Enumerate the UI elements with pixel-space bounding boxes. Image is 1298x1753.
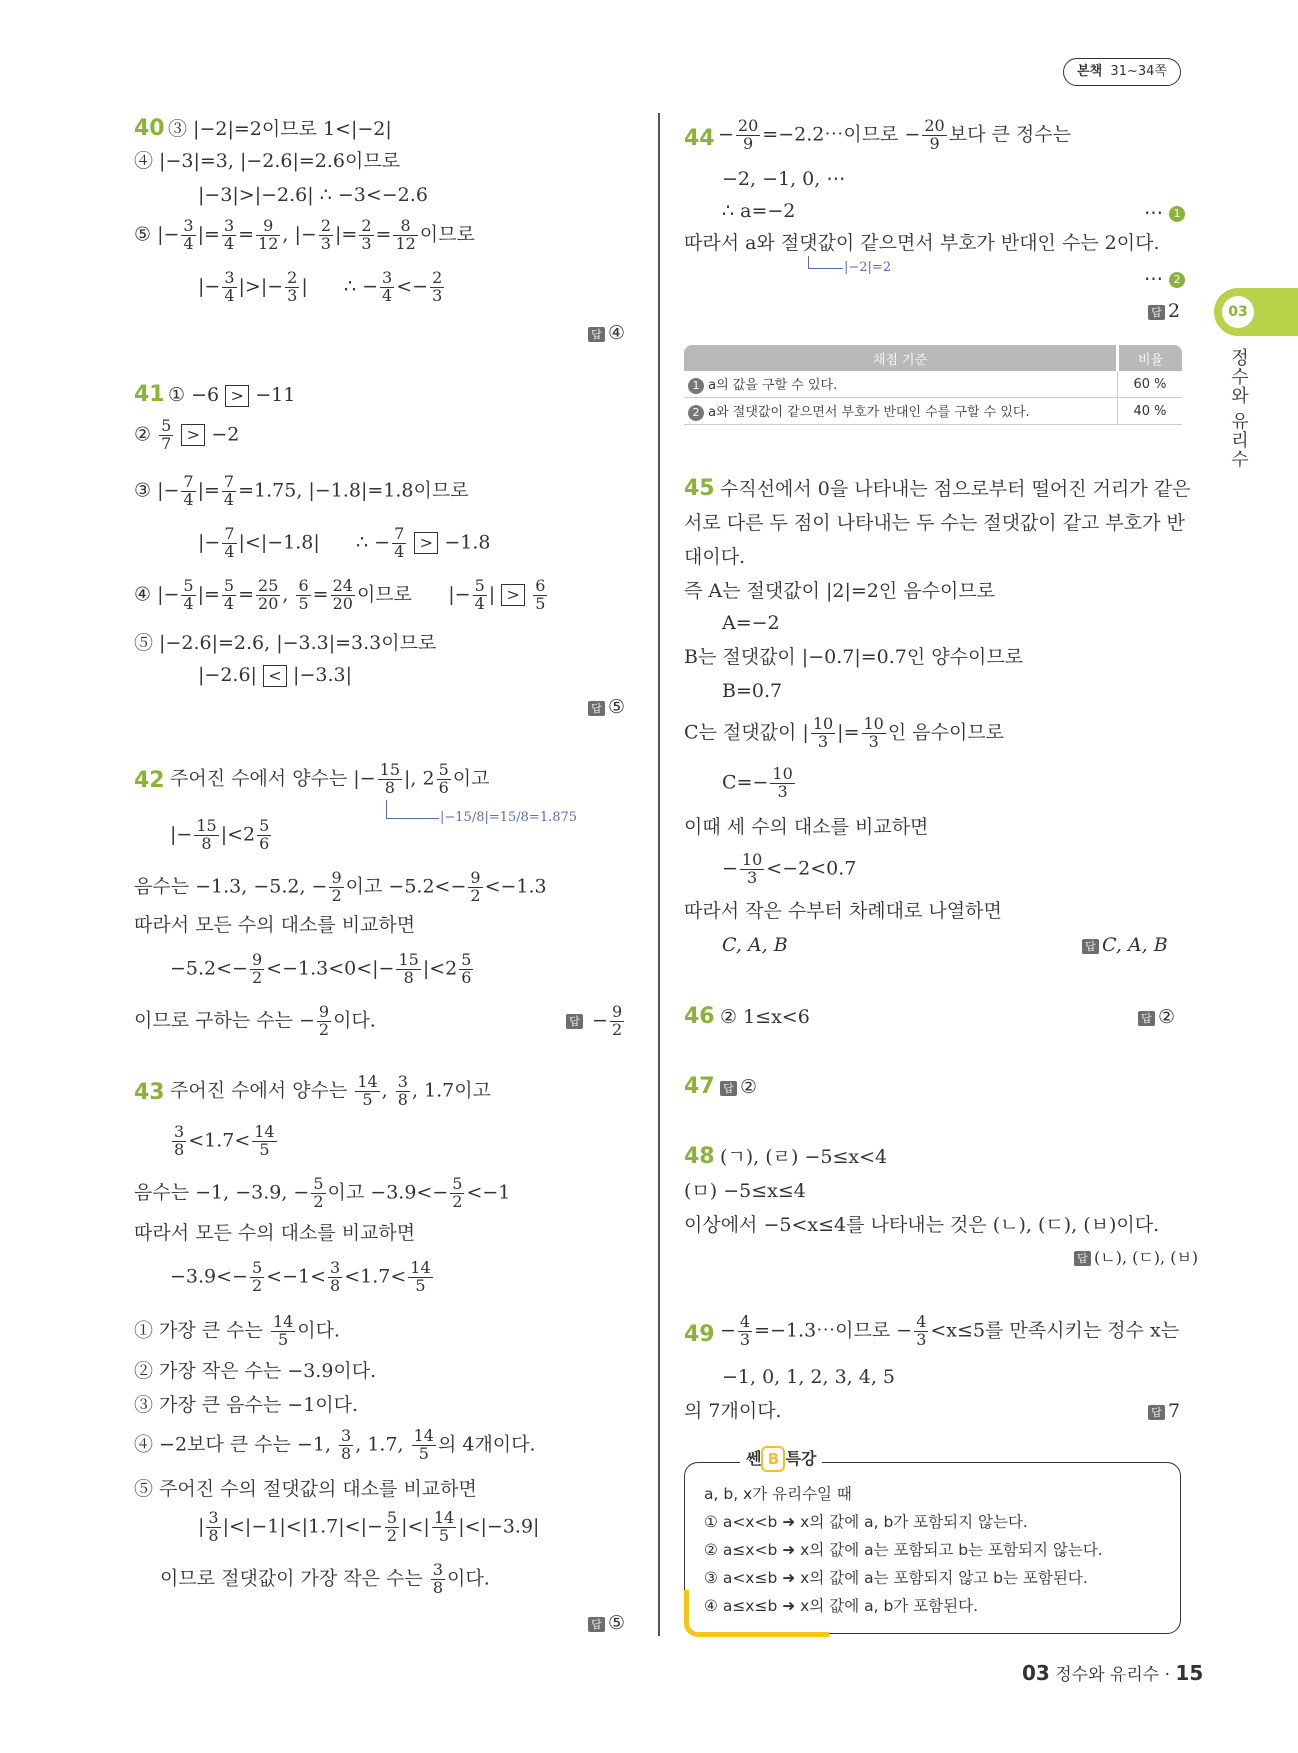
p45-line12: 따라서 작은 수부터 차례대로 나열하면 xyxy=(684,900,1002,922)
p43-line1: 주어진 수에서 양수는 $\frac{14}{5}$ , $\frac{3}{8}$ , 1.7이고 xyxy=(170,1072,491,1109)
page-range: 31~34쪽 xyxy=(1110,64,1167,79)
answer-mark: 답 xyxy=(1082,939,1099,954)
p41-box-3: > xyxy=(414,532,438,554)
footer-title: 정수와 유리수 xyxy=(1055,1665,1160,1685)
p43-item3: ③ 가장 큰 음수는 −1이다. xyxy=(134,1394,359,1416)
p48-line3: 이상에서 −5<x≤4를 나타내는 것은 (ㄴ), (ㄷ), (ㅂ)이다. xyxy=(684,1214,1160,1236)
page-footer: 03 정수와 유리수 · 15 xyxy=(1022,1661,1204,1685)
chapter-side-title: 정수와 유리수 xyxy=(1228,348,1249,469)
special-tip-line1: ① a<x<b ➜ x의 값에 a, b가 포함되지 않는다. xyxy=(704,1513,1028,1531)
grading-row xyxy=(684,398,1182,425)
p41-line2: ② $\frac{5}{7}$ > −2 xyxy=(134,416,240,453)
p43-item4-a: ④ −2보다 큰 수는 −1, xyxy=(134,1433,331,1456)
grading-step-icon: 1 xyxy=(688,378,704,394)
p41-line1 xyxy=(168,384,295,407)
special-tip-line0: a, b, x가 유리수일 때 xyxy=(704,1485,852,1503)
p45-line5: A=−2 xyxy=(722,612,780,634)
p40-item5: ⑤ xyxy=(134,223,152,246)
p43-item5: ⑤ 주어진 수의 절댓값의 대소를 비교하면 xyxy=(134,1478,477,1500)
p40-answer xyxy=(588,322,625,345)
p45-line7: B=0.7 xyxy=(722,680,783,702)
p47-answer xyxy=(720,1076,757,1099)
problem-number-46: 46 xyxy=(684,1004,715,1029)
p44-line3: ∴ a=−2 xyxy=(722,200,796,222)
answer-mark: 답 xyxy=(720,1081,737,1096)
p42-line1-a: 주어진 수에서 양수는 xyxy=(170,767,348,790)
grading-criterion xyxy=(684,398,1118,425)
p48-line1: (ㄱ), (ㄹ) −5≤x<4 xyxy=(720,1146,888,1168)
p43-item4-b: 의 4개이다. xyxy=(437,1433,536,1456)
grading-criterion xyxy=(684,371,1118,398)
p40-line4: ⑤ |− $\frac{3}{4}$ |= $\frac{3}{4}$ = $\frac{9}{12}$ , |− $\frac{2}{3}$ |= $\frac{2}{3}$ = $\frac{8}{12}$ 이므로 xyxy=(134,216,475,253)
p40-line5: |− $\frac{3}{4}$ |>|− $\frac{2}{3}$ | ∴ − $\frac{3}{4}$ <− $\frac{2}{3}$ xyxy=(198,268,443,305)
special-tip-pre: 쎈 xyxy=(746,1449,762,1468)
p43-line1-a: 주어진 수에서 양수는 xyxy=(170,1079,348,1102)
p44-answer-value: 2 xyxy=(1168,300,1181,322)
p42-note-connector xyxy=(386,800,439,819)
p42-line4: 따라서 모든 수의 대소를 비교하면 xyxy=(134,914,416,936)
p42-answer: 답 − $\frac{9}{2}$ xyxy=(566,1004,626,1039)
p47-answer-value: ② xyxy=(740,1076,758,1098)
p43-line7-b: 이다. xyxy=(447,1567,490,1590)
p42-line3: 음수는 −1.3, −5.2, − $\frac{9}{2}$ 이고 −5.2<− $\frac{9}{2}$ <−1.3 xyxy=(134,868,547,905)
p40-answer-value: ④ xyxy=(608,322,626,344)
p42-line6-a: 이므로 구하는 수는 xyxy=(134,1009,293,1032)
p43-line3-b: 이고 −3.9< xyxy=(327,1181,433,1204)
p41-line5: ④ |− $\frac{5}{4}$ |= $\frac{5}{4}$ = $\frac{25}{20}$ , $\frac{6}{5}$ = $\frac{24}{20}$ 이므로 |− $\frac{5}{4}$ | > $\frac{6}{5}$ xyxy=(134,576,546,613)
p41-box-5: < xyxy=(263,665,287,687)
problem-number-45: 45 xyxy=(684,476,715,501)
grading-text: a의 값을 구할 수 있다. xyxy=(708,378,838,394)
p41-box-4: > xyxy=(501,584,525,606)
p42-line3-c: <−1.3 xyxy=(484,875,547,898)
p49-line1-b: =−1.3⋯이므로 xyxy=(754,1319,891,1342)
p43-line3: 음수는 −1, −3.9, − $\frac{5}{2}$ 이고 −3.9<− $\frac{5}{2}$ <−1 xyxy=(134,1174,511,1211)
p45-line13: C, A, B xyxy=(722,934,788,956)
p45-line11: − $\frac{10}{3}$ <−2<0.7 xyxy=(722,850,857,887)
grading-row xyxy=(684,371,1182,398)
grading-text: a와 절댓값이 같으면서 부호가 반대인 수를 구할 수 있다. xyxy=(708,405,1030,421)
p43-line6: | $\frac{3}{8}$ |<|−1|<|1.7|<|− $\frac{5}{2}$ |<| $\frac{14}{5}$ |<|−3.9| xyxy=(198,1508,540,1545)
grading-table xyxy=(684,345,1182,425)
p45-line8: C는 절댓값이 | $\frac{10}{3}$ |= $\frac{10}{3}$ 인 음수이므로 xyxy=(684,714,1005,751)
p48-line2: (ㅁ) −5≤x≤4 xyxy=(684,1180,806,1202)
p43-line7: 이므로 절댓값이 가장 작은 수는 $\frac{3}{8}$ 이다. xyxy=(160,1560,490,1597)
problem-number-43: 43 xyxy=(134,1080,165,1105)
p44-line4: 따라서 a와 절댓값이 같으면서 부호가 반대인 수는 2이다. xyxy=(684,232,1160,254)
p45-line8-b: 인 음수이므로 xyxy=(887,721,1005,744)
p41-line4-b: −1.8 xyxy=(444,531,491,554)
chapter-number: 03 xyxy=(1222,296,1254,328)
p44-line2: −2, −1, 0, ⋯ xyxy=(722,168,846,190)
answer-mark: 답 xyxy=(1148,1405,1165,1420)
p49-line1: − $\frac{4}{3}$ =−1.3⋯이므로 − $\frac{4}{3}$ <x≤5를 만족시키는 정수 x는 xyxy=(720,1312,1180,1349)
book-label: 본책 xyxy=(1077,64,1103,79)
problem-number-48: 48 xyxy=(684,1144,715,1169)
p41-line1-a: ① −6 xyxy=(168,384,220,406)
p42-note: |−15/8|=15/8=1.875 xyxy=(440,810,578,825)
answer-mark: 답 xyxy=(1074,1251,1091,1266)
p49-line3: 의 7개이다. xyxy=(684,1400,782,1422)
p41-line2-b: −2 xyxy=(211,423,240,446)
p42-line5: −5.2<− $\frac{9}{2}$ <−1.3<0<|− $\frac{15}{8}$ |<2 $\frac{5}{6}$ xyxy=(170,950,472,987)
p45-line2: 서로 다른 두 점이 나타내는 두 수는 절댓값이 같고 부호가 반 xyxy=(684,512,1185,534)
p43-line3-a: 음수는 −1, −3.9, xyxy=(134,1181,288,1204)
problem-number-42: 42 xyxy=(134,768,165,793)
answer-mark: 답 xyxy=(566,1014,583,1029)
p43-answer xyxy=(588,1612,625,1635)
column-divider xyxy=(658,113,660,1636)
grading-pct: 40 % xyxy=(1118,398,1183,425)
p41-line5-b: 이므로 xyxy=(356,583,413,606)
p42-line1-b: 이고 xyxy=(452,767,490,790)
p40-line2: ④ |−3|=3, |−2.6|=2.6이므로 xyxy=(134,150,401,172)
special-tip-line4: ④ a≤x≤b ➜ x의 값에 a, b가 포함된다. xyxy=(704,1597,979,1615)
p41-line7-a: |−2.6| xyxy=(198,664,257,686)
answer-mark: 답 xyxy=(588,701,605,716)
answer-mark: 답 xyxy=(588,327,605,342)
special-tip-title xyxy=(740,1446,822,1472)
p41-line1-b: −11 xyxy=(255,384,296,406)
special-tip-line2: ② a≤x<b ➜ x의 값에 a는 포함되고 b는 포함되지 않는다. xyxy=(704,1541,1103,1559)
p41-item2: ② xyxy=(134,423,152,446)
p45-line4: 즉 A는 절댓값이 |2|=2인 음수이므로 xyxy=(684,580,996,602)
p44-answer xyxy=(1148,300,1180,323)
p43-item2: ② 가장 작은 수는 −3.9이다. xyxy=(134,1360,377,1382)
p49-line1-c: <x≤5를 만족시키는 정수 x는 xyxy=(930,1319,1180,1342)
p44-step1-marker: ⋯ 1 xyxy=(1144,202,1185,225)
p43-line4: 따라서 모든 수의 대소를 비교하면 xyxy=(134,1222,416,1244)
step-2-icon: 2 xyxy=(1169,272,1185,288)
p46-answer xyxy=(1138,1006,1175,1029)
p46-line1: ② 1≤x<6 xyxy=(720,1006,810,1028)
p40-line3: |−3|>|−2.6| ∴ −3<−2.6 xyxy=(198,184,428,206)
p45-line10: 이때 세 수의 대소를 비교하면 xyxy=(684,816,929,838)
p41-line7 xyxy=(198,664,352,687)
p45-line9-a: C= xyxy=(722,771,753,794)
p43-item1-a: ① 가장 큰 수는 xyxy=(134,1319,263,1342)
p43-line2: $\frac{3}{8}$ <1.7< $\frac{14}{5}$ xyxy=(174,1122,275,1159)
p42-line3-a: 음수는 −1.3, −5.2, xyxy=(134,875,306,898)
p44-step2-marker: ⋯ 2 xyxy=(1144,268,1185,291)
step-1-icon: 1 xyxy=(1169,206,1185,222)
p45-answer-value: C, A, B xyxy=(1102,934,1168,956)
p44-line1: − $\frac{20}{9}$ =−2.2⋯이므로 − $\frac{20}{9}$ 보다 큰 정수는 xyxy=(718,116,1071,153)
p41-line7-b: |−3.3| xyxy=(293,664,352,686)
answer-mark: 답 xyxy=(588,1617,605,1632)
footer-chapter: 03 xyxy=(1022,1661,1050,1685)
p45-answer xyxy=(1082,934,1168,957)
p43-item1: ① 가장 큰 수는 $\frac{14}{5}$ 이다. xyxy=(134,1312,341,1349)
p45-line3: 대이다. xyxy=(684,546,746,568)
p43-item1-b: 이다. xyxy=(297,1319,341,1342)
grading-header-row xyxy=(684,345,1182,371)
p41-answer-value: ⑤ xyxy=(608,696,626,718)
p48-answer-value: (ㄴ), (ㄷ), (ㅂ) xyxy=(1094,1248,1199,1267)
p43-line7-a: 이므로 절댓값이 가장 작은 수는 xyxy=(160,1567,423,1590)
p42-line3-b: 이고 −5.2< xyxy=(345,875,451,898)
p43-line3-c: <−1 xyxy=(466,1181,511,1204)
special-tip-post: 특강 xyxy=(785,1449,817,1468)
p41-line3-b: =1.75, |−1.8|=1.8이므로 xyxy=(238,479,469,502)
problem-number-44: 44 xyxy=(684,126,715,151)
p49-line2: −1, 0, 1, 2, 3, 4, 5 xyxy=(722,1366,896,1388)
b-badge-icon: B xyxy=(761,1446,785,1472)
p45-line8-a: C는 절댓값이 xyxy=(684,721,797,744)
p44-note-connector xyxy=(808,256,843,269)
problem-number-47: 47 xyxy=(684,1074,715,1099)
p40-line4-end: 이므로 xyxy=(419,223,475,246)
p41-line6: ⑤ |−2.6|=2.6, |−3.3|=3.3이므로 xyxy=(134,632,437,654)
p48-answer xyxy=(1074,1248,1198,1267)
p45-line11-b: <−2<0.7 xyxy=(766,857,857,880)
problem-number-40: 40 xyxy=(134,116,165,141)
p49-answer-value: 7 xyxy=(1168,1400,1181,1422)
p45-line1: 수직선에서 0을 나타내는 점으로부터 떨어진 거리가 같은 xyxy=(720,478,1191,500)
grading-step-icon: 2 xyxy=(688,405,704,421)
p41-answer xyxy=(588,696,625,719)
grading-pct: 60 % xyxy=(1118,371,1183,398)
p41-box-1: > xyxy=(225,385,249,407)
p44-note: |−2|=2 xyxy=(844,260,892,275)
p42-line6: 이므로 구하는 수는 − $\frac{9}{2}$ 이다. xyxy=(134,1002,376,1039)
p41-box-2: > xyxy=(181,424,205,446)
p46-answer-value: ② xyxy=(1158,1006,1176,1028)
p43-line1-b: , 1.7이고 xyxy=(411,1079,491,1102)
p42-line6-b: 이다. xyxy=(333,1009,376,1032)
p40-line1: ③ |−2|=2이므로 1<|−2| xyxy=(168,118,392,140)
p43-answer-value: ⑤ xyxy=(608,1612,626,1634)
p45-line6: B는 절댓값이 |−0.7|=0.7인 양수이므로 xyxy=(684,646,1024,668)
p43-item4: ④ −2보다 큰 수는 −1, $\frac{3}{8}$ , 1.7, $\frac{14}{5}$ 의 4개이다. xyxy=(134,1426,536,1463)
problem-number-49: 49 xyxy=(684,1322,715,1347)
p42-line2: |− $\frac{15}{8}$ |<2 $\frac{5}{6}$ xyxy=(170,816,270,853)
p41-line3: ③ |− $\frac{7}{4}$ |= $\frac{7}{4}$ =1.75, |−1.8|=1.8이므로 xyxy=(134,472,469,509)
p42-line1: 주어진 수에서 양수는 |− $\frac{15}{8}$ |, 2 $\frac{5}{6}$ 이고 xyxy=(170,760,490,797)
p44-line1-c: 보다 큰 정수는 xyxy=(948,123,1071,146)
p45-line9: C=− $\frac{10}{3}$ xyxy=(722,764,793,801)
grading-header: 채점 기준 xyxy=(684,345,1118,371)
p43-line5: −3.9<− $\frac{5}{2}$ <−1< $\frac{3}{8}$ <1.7< $\frac{14}{5}$ xyxy=(170,1258,431,1295)
page-number: 15 xyxy=(1175,1661,1204,1685)
p44-line1-b: =−2.2⋯이므로 xyxy=(762,123,899,146)
special-tip-line3: ③ a<x≤b ➜ x의 값에 a는 포함되지 않고 b는 포함된다. xyxy=(704,1569,1088,1587)
page-range-badge xyxy=(1063,58,1181,86)
answer-mark: 답 xyxy=(1148,305,1165,320)
p49-answer xyxy=(1148,1400,1180,1423)
grading-ratio-header: 비율 xyxy=(1118,345,1183,371)
problem-number-41: 41 xyxy=(134,382,165,407)
answer-mark: 답 xyxy=(1138,1011,1155,1026)
p41-line4: |− $\frac{7}{4}$ |<|−1.8| ∴ − $\frac{7}{4}$ > −1.8 xyxy=(198,524,491,561)
